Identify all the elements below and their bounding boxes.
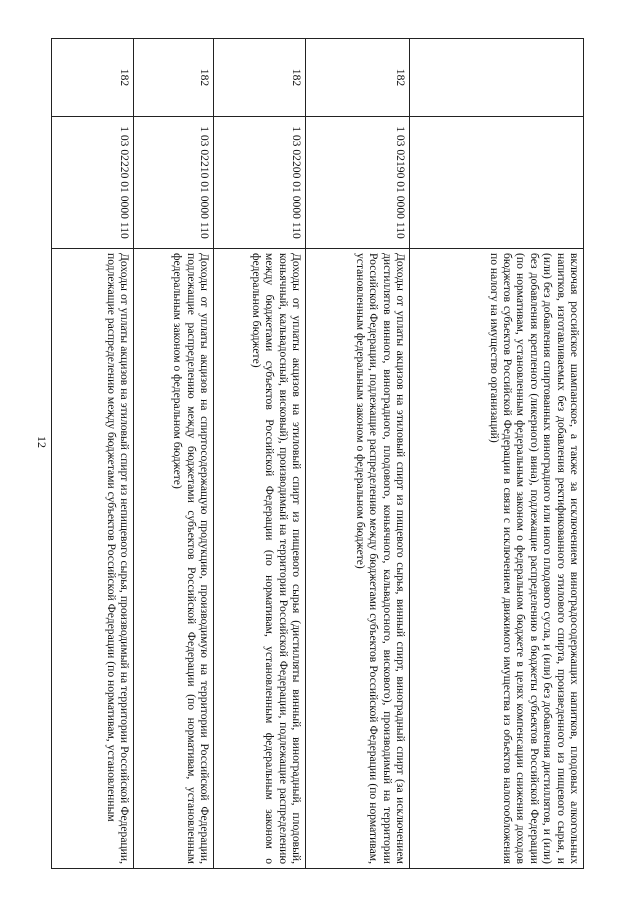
budget-code-cell: 1 03 02200 01 0000 110 xyxy=(214,117,306,249)
org-code-cell: 182 xyxy=(306,39,410,117)
budget-code-cell: 1 03 02210 01 0000 110 xyxy=(134,117,214,249)
org-code-cell: 182 xyxy=(52,39,134,117)
org-code-cell: 182 xyxy=(134,39,214,117)
description-cell: Доходы от уплаты акцизов на этиловый спирт из пищевого сырья (дистилляты винный, виноградный, плодовый, коньячный, кальвадосный, висковый), производимый на территории Российской Федерации, подлежащие распределению между бюджетами субъектов Российской Федерации (по нормативам, установленным федеральным законом о федеральном бюджете) xyxy=(214,249,306,869)
table-row xyxy=(52,39,134,869)
page-number: 12 xyxy=(35,436,49,448)
rotated-table-area xyxy=(52,38,584,868)
table-row xyxy=(214,39,306,869)
description-cell: включая российское шампанское, а также за исключением виноградосодержащих напитков, плодовых алкогольных напитков, изготавливаемых без добавления ректификованного этилового спирта, произведенного из пищевого сырья, и (или) без добавления спиртованных виноградного или иного плодового сусла, и (или) без добавления дистиллятов, и (или) без добавления крепленого (ликерного) вина), подлежащие распределению в бюджеты субъектов Российской Федерации (по нормативам, установленным федеральным законом о федеральном бюджете в целях компенсации снижения доходов бюджетов субъектов Российской Федерации в связи с исключением движимого имущества из объектов налогообложения по налогу на имущество организаций) xyxy=(410,249,584,869)
budget-code-cell: 1 03 02220 01 0000 110 xyxy=(52,117,134,249)
table-row xyxy=(410,39,584,869)
description-cell: Доходы от уплаты акцизов на спиртосодержащую продукцию, производимую на территории Российской Федерации, подлежащие распределению между бюджетами субъектов Российской Федерации (по нормативам, установленным федеральным законом о федеральном бюджете) xyxy=(134,249,214,869)
budget-code-cell: 1 03 02190 01 0000 110 xyxy=(306,117,410,249)
description-cell: Доходы от уплаты акцизов на этиловый спирт из непищевого сырья, производимый на территории Российской Федерации, подлежащие распределению между бюджетами субъектов Российской Федерации (по нормативам, установленным xyxy=(52,249,134,869)
org-code-cell: 182 xyxy=(214,39,306,117)
org-code-cell xyxy=(410,39,584,117)
description-cell: Доходы от уплаты акцизов на этиловый спирт из пищевого сырья, винный спирт, виноградный спирт (за исключением дистиллятов винного, виноградного, плодового, коньячного, кальвадосного, вискового), производимый на территории Российской Федерации, подлежащие распределению между бюджетами субъектов Российской Федерации (по нормативам, установленным федеральным законом о федеральном бюджете) xyxy=(306,249,410,869)
table-row xyxy=(134,39,214,869)
table-row xyxy=(306,39,410,869)
budget-code-cell xyxy=(410,117,584,249)
table-wrap xyxy=(52,38,584,868)
revenue-code-table xyxy=(51,38,584,869)
